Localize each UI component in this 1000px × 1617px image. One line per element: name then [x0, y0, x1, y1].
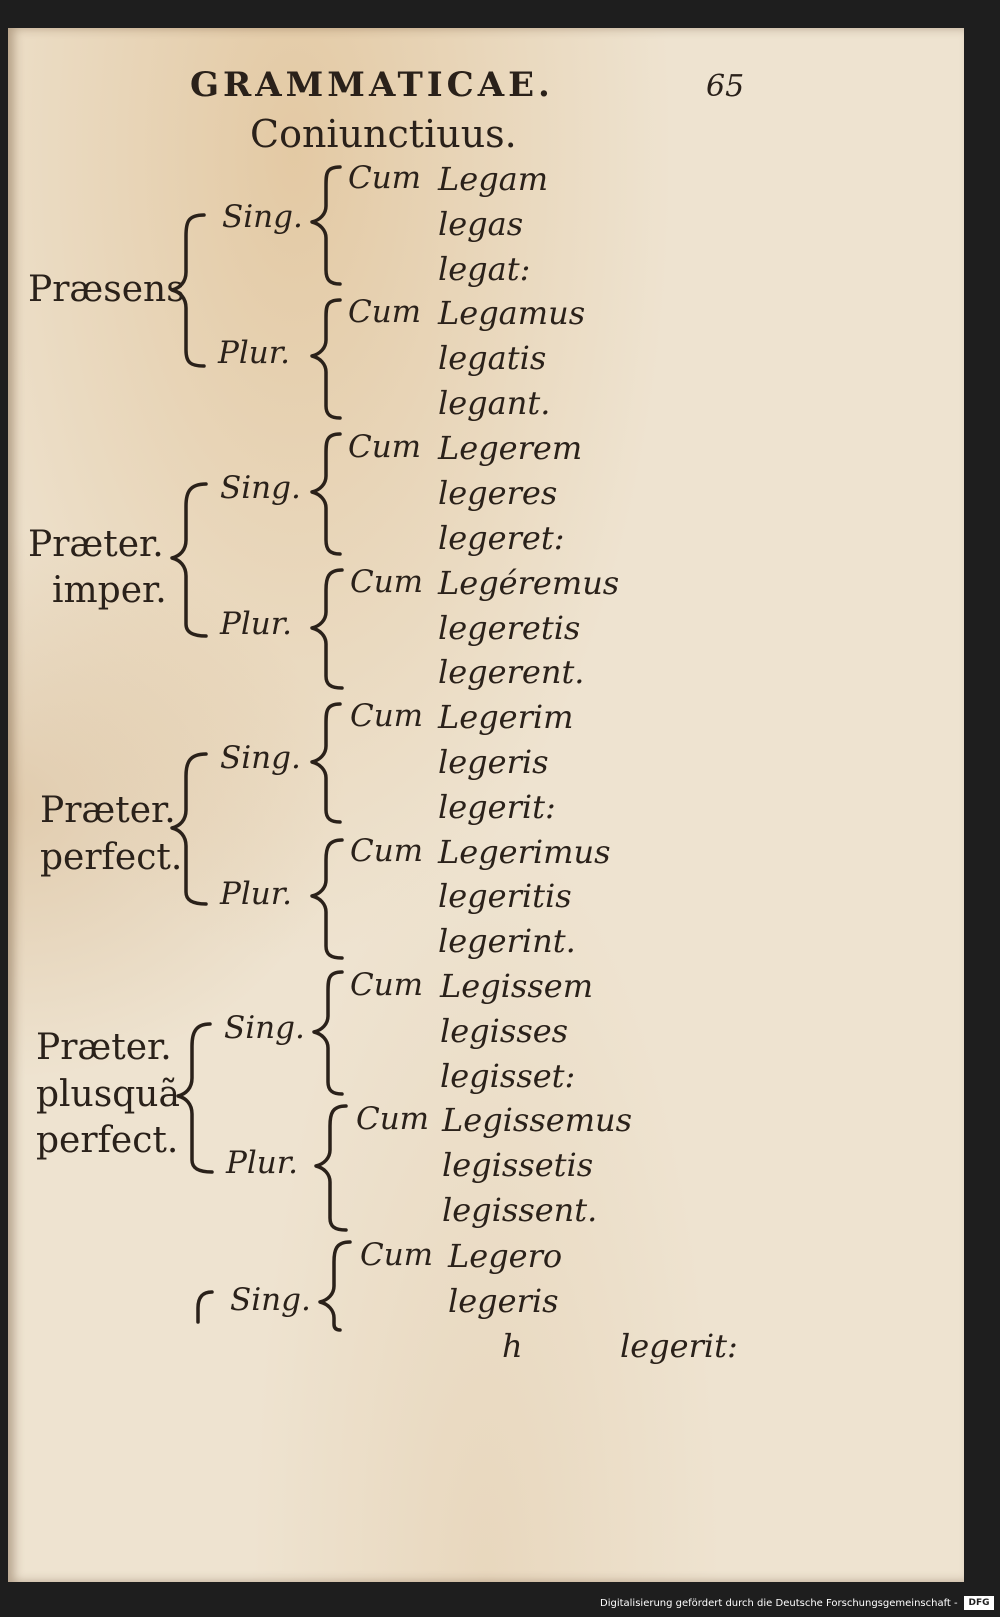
verb-form: legas	[438, 205, 524, 243]
tense-brace	[178, 1024, 212, 1172]
number-label: Sing.	[220, 470, 301, 506]
cum-marker: Cum	[350, 833, 424, 869]
dfg-logo: DFG	[964, 1596, 994, 1610]
tense-label: Præsens	[28, 269, 185, 310]
tense-label: Præter.	[28, 524, 164, 565]
cum-marker: Cum	[356, 1101, 430, 1137]
tense-label: Præter.	[36, 1027, 172, 1068]
cum-marker: Cum	[360, 1237, 434, 1273]
verb-form: legerit:	[438, 788, 556, 826]
verb-form: Legamus	[438, 294, 586, 332]
verb-form: legerent.	[438, 653, 585, 691]
number-label: Sing.	[222, 199, 303, 235]
verb-form: Legam	[438, 160, 549, 198]
number-brace	[312, 840, 342, 958]
verb-form: legant.	[438, 384, 551, 422]
verb-form: Legissemus	[442, 1101, 633, 1139]
number-brace	[316, 1106, 346, 1230]
verb-form: Legerem	[438, 429, 583, 467]
number-brace	[312, 300, 340, 418]
number-brace	[314, 972, 342, 1094]
number-label: Plur.	[220, 876, 293, 912]
number-label: Sing.	[220, 740, 301, 776]
verb-form: Legerim	[438, 698, 574, 736]
cum-marker: Cum	[348, 294, 422, 330]
tense-brace	[198, 1292, 212, 1322]
digitization-credit: Digitalisierung gefördert durch die Deutsche Forschungsgemeinschaft -	[600, 1598, 958, 1609]
cum-marker: Cum	[348, 429, 422, 465]
number-brace	[312, 434, 340, 554]
verb-form: Legissem	[440, 967, 594, 1005]
number-label: Sing.	[230, 1282, 311, 1318]
section-title: Coniunctiuus.	[250, 112, 517, 156]
verb-form: legat:	[438, 250, 531, 288]
tense-label: perfect.	[36, 1120, 179, 1161]
cum-marker: Cum	[348, 160, 422, 196]
verb-form: legisset:	[440, 1057, 576, 1095]
verb-form: legeres	[438, 474, 558, 512]
verb-form: Legero	[448, 1237, 563, 1275]
verb-form: legeret:	[438, 519, 565, 557]
tense-label: Præter.	[40, 790, 176, 831]
cum-marker: Cum	[350, 698, 424, 734]
verb-form: legeritis	[438, 877, 572, 915]
number-brace	[312, 704, 340, 822]
catchword: legerit:	[620, 1327, 738, 1365]
verb-form: Legerimus	[438, 833, 611, 871]
verb-form: legeris	[448, 1282, 559, 1320]
number-label: Plur.	[226, 1145, 299, 1181]
tense-brace	[172, 484, 206, 636]
cum-marker: Cum	[350, 967, 424, 1003]
verb-form: legeris	[438, 743, 549, 781]
verb-form: legeretis	[438, 609, 581, 647]
tense-label: perfect.	[40, 837, 183, 878]
signature-mark: h	[502, 1327, 523, 1365]
tense-label: imper.	[52, 570, 167, 611]
cum-marker: Cum	[350, 564, 424, 600]
number-label: Sing.	[224, 1010, 305, 1046]
tense-label: plusquã	[36, 1074, 180, 1115]
verb-form: legissent.	[442, 1191, 598, 1229]
tense-brace	[172, 215, 204, 366]
verb-form: legatis	[438, 339, 547, 377]
verb-form: Legéremus	[438, 564, 620, 602]
verb-form: legerint.	[438, 922, 576, 960]
number-label: Plur.	[220, 606, 293, 642]
number-brace	[312, 167, 340, 284]
verb-form: legisses	[440, 1012, 569, 1050]
number-brace	[312, 570, 342, 688]
tense-brace	[172, 754, 206, 904]
running-header: GRAMMATICAE.	[190, 65, 554, 105]
page-number: 65	[706, 69, 745, 104]
verb-form: legissetis	[442, 1146, 594, 1184]
number-label: Plur.	[218, 335, 291, 371]
number-brace	[320, 1242, 350, 1330]
